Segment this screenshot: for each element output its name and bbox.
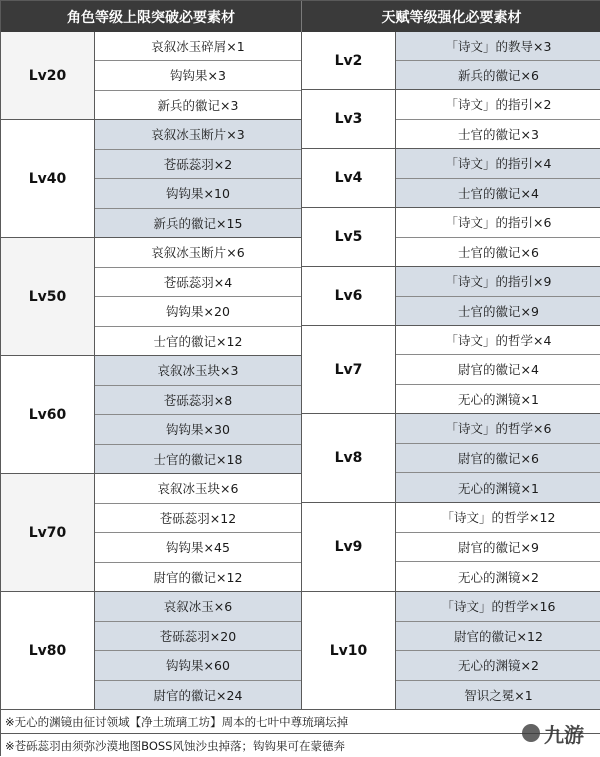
material-cell: 「诗文」的哲学×16 <box>396 592 600 622</box>
material-cell: 无心的渊镜×2 <box>396 562 600 591</box>
talent-group-lv8 <box>302 414 600 503</box>
talent-group-lv9 <box>302 503 600 592</box>
ascension-group-lv70 <box>1 474 301 592</box>
material-cell: 智识之冕×1 <box>396 681 600 710</box>
material-cell: 「诗文」的指引×2 <box>396 90 600 120</box>
material-cell: 哀叙冰玉断片×3 <box>95 120 301 150</box>
material-cell: 士官的徽记×18 <box>95 445 301 474</box>
level-label: Lv5 <box>302 208 396 266</box>
material-cell: 钩钩果×30 <box>95 415 301 445</box>
material-cell: 「诗文」的指引×4 <box>396 149 600 179</box>
material-cell: 士官的徽记×3 <box>396 120 600 149</box>
material-cell: 尉官的徽记×4 <box>396 355 600 384</box>
material-cell: 苍砾蕊羽×2 <box>95 150 301 180</box>
ascension-group-lv40 <box>1 120 301 238</box>
material-cell: 「诗文」的指引×6 <box>396 208 600 238</box>
level-label: Lv2 <box>302 32 396 89</box>
material-cell: 尉官的徽记×6 <box>396 444 600 474</box>
material-cell: 士官的徽记×6 <box>396 238 600 267</box>
material-cell: 哀叙冰玉块×6 <box>95 474 301 504</box>
material-cell: 钩钩果×45 <box>95 533 301 563</box>
material-cell: 尉官的徽记×12 <box>396 622 600 652</box>
talent-group-lv6 <box>302 267 600 326</box>
material-cell: 尉官的徽记×24 <box>95 681 301 710</box>
material-cell: 无心的渊镜×2 <box>396 651 600 681</box>
talent-group-lv5 <box>302 208 600 267</box>
talent-column <box>301 32 600 709</box>
material-cell: 士官的徽记×12 <box>95 327 301 356</box>
talent-group-lv4 <box>302 149 600 208</box>
ascension-group-lv80 <box>1 592 301 709</box>
watermark-text: 九游 <box>544 722 584 747</box>
material-cell: 苍砾蕊羽×4 <box>95 268 301 298</box>
level-label: Lv4 <box>302 149 396 207</box>
material-cell: 无心的渊镜×1 <box>396 473 600 502</box>
material-cell: 钩钩果×60 <box>95 651 301 681</box>
material-cell: 无心的渊镜×1 <box>396 385 600 413</box>
material-cell: 钩钩果×3 <box>95 61 301 90</box>
material-cell: 苍砾蕊羽×8 <box>95 386 301 416</box>
level-label: Lv60 <box>1 356 95 473</box>
ascension-group-lv60 <box>1 356 301 474</box>
watermark-logo <box>513 713 593 753</box>
material-cell: 钩钩果×10 <box>95 179 301 209</box>
ascension-group-lv20 <box>1 32 301 120</box>
material-cell: 苍砾蕊羽×12 <box>95 504 301 534</box>
material-cell: 「诗文」的哲学×12 <box>396 503 600 533</box>
talent-group-lv3 <box>302 90 600 149</box>
talent-group-lv7 <box>302 326 600 414</box>
level-label: Lv8 <box>302 414 396 502</box>
level-label: Lv9 <box>302 503 396 591</box>
talent-group-lv10 <box>302 592 600 709</box>
material-cell: 新兵的徽记×3 <box>95 91 301 119</box>
material-cell: 哀叙冰玉碎屑×1 <box>95 32 301 61</box>
ascension-column <box>1 32 301 709</box>
material-cell: 士官的徽记×9 <box>396 297 600 326</box>
level-label: Lv10 <box>302 592 396 709</box>
material-cell: 尉官的徽记×9 <box>396 533 600 563</box>
ascension-group-lv50 <box>1 238 301 356</box>
material-cell: 哀叙冰玉块×3 <box>95 356 301 386</box>
material-cell: 新兵的徽记×6 <box>396 61 600 89</box>
level-label: Lv6 <box>302 267 396 325</box>
level-label: Lv3 <box>302 90 396 148</box>
material-cell: 「诗文」的哲学×6 <box>396 414 600 444</box>
material-cell: 新兵的徽记×15 <box>95 209 301 238</box>
material-cell: 「诗文」的指引×9 <box>396 267 600 297</box>
material-cell: 士官的徽记×4 <box>396 179 600 208</box>
watermark-icon <box>522 724 540 742</box>
material-cell: 尉官的徽记×12 <box>95 563 301 592</box>
material-cell: 苍砾蕊羽×20 <box>95 622 301 652</box>
talent-header: 天赋等级强化必要素材 <box>301 1 600 32</box>
material-cell: 钩钩果×20 <box>95 297 301 327</box>
material-cell: 哀叙冰玉断片×6 <box>95 238 301 268</box>
level-label: Lv80 <box>1 592 95 709</box>
level-label: Lv70 <box>1 474 95 591</box>
level-label: Lv7 <box>302 326 396 413</box>
level-label: Lv20 <box>1 32 95 119</box>
talent-group-lv2 <box>302 32 600 90</box>
ascension-header: 角色等级上限突破必要素材 <box>1 1 301 32</box>
level-label: Lv50 <box>1 238 95 355</box>
material-cell: 哀叙冰玉×6 <box>95 592 301 622</box>
material-cell: 「诗文」的教导×3 <box>396 32 600 61</box>
material-cell: 「诗文」的哲学×4 <box>396 326 600 355</box>
level-label: Lv40 <box>1 120 95 237</box>
footnote-abyssal-mirror: ※无心的渊镜由征讨领域【净土琉璃工坊】周本的七叶中尊琉璃坛掉 <box>1 709 600 733</box>
footnote-material-source: ※苍砾蕊羽由须弥沙漠地图BOSS风蚀沙虫掉落；钩钩果可在蒙德奔 <box>1 733 600 757</box>
